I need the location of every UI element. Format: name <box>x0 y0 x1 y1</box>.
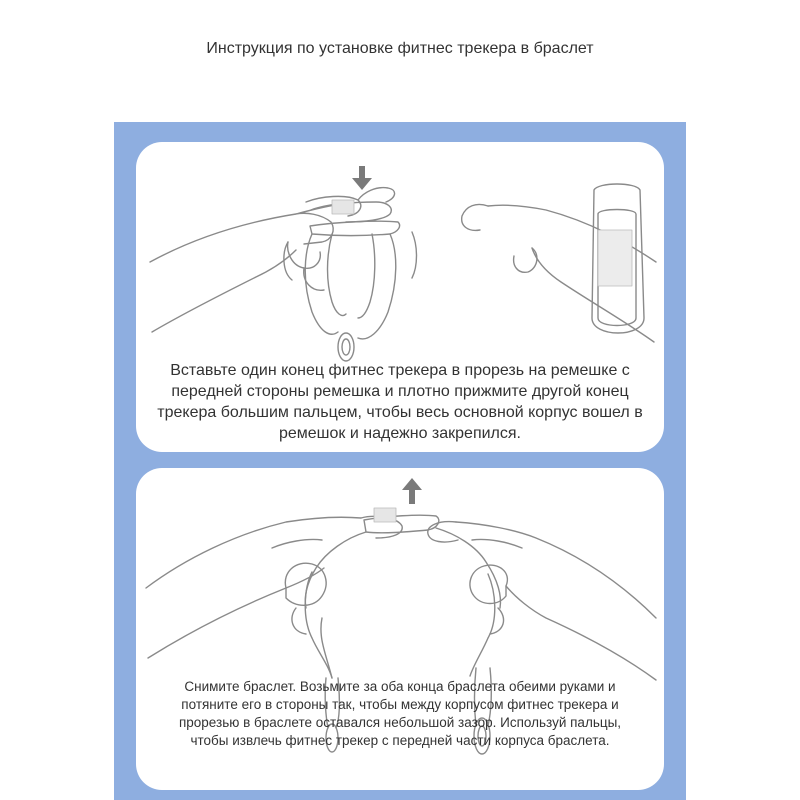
step-2-caption: Снимите браслет. Возьмите за оба конца браслета обеими руками и потяните его в стороны так, чтобы между корпусом фитнес трекера и прорезью в браслете оставался небольшой зазор. Используй пальцы, чтобы извлечь фитнес трекер с передней части корпуса браслета. <box>178 679 622 748</box>
down-arrow-icon <box>352 166 372 190</box>
step-card-2 <box>136 468 664 790</box>
step-1-caption: Вставьте один конец фитнес трекера в прорезь на ремешке с передней стороны ремешка и плотно прижмите другой конец трекера большим пальцем, чтобы весь основной корпус вошел в ремешок и надежно закрепился. <box>157 362 643 442</box>
page-title: Инструкция по установке фитнес трекера в браслет <box>206 40 594 57</box>
step-card-1 <box>136 142 664 452</box>
up-arrow-icon <box>402 478 422 504</box>
instruction-panel <box>114 122 686 800</box>
